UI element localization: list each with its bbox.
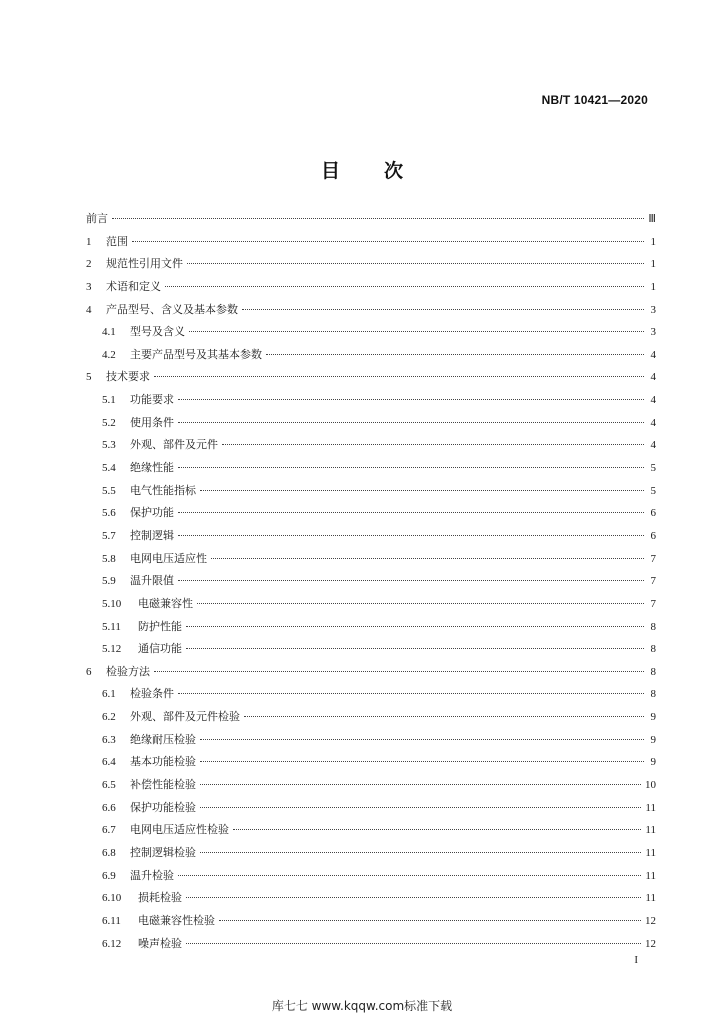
toc-entry-title: 使用条件 (130, 415, 174, 429)
toc-leader-dots (154, 376, 644, 377)
toc-entry-page: 4 (650, 371, 656, 384)
toc-leader-dots (178, 693, 644, 694)
standard-code: NB/T 10421—2020 (541, 93, 648, 107)
toc-entry-page: 5 (650, 462, 656, 475)
toc-entry-page: 7 (650, 552, 656, 565)
toc-entry-page: 9 (650, 756, 656, 769)
toc-entry-title: 绝缘性能 (130, 461, 174, 475)
toc-entry[interactable] (86, 529, 656, 552)
toc-entry-number: 5.9 (102, 575, 116, 588)
toc-entry-title: 绝缘耐压检验 (130, 732, 196, 746)
toc-entry-number: 2 (86, 258, 92, 271)
toc-leader-dots (178, 512, 644, 513)
toc-entry-page: 3 (650, 326, 656, 339)
toc-entry[interactable] (86, 937, 656, 960)
toc-entry[interactable] (86, 348, 656, 371)
toc-entry-title: 电气性能指标 (130, 483, 196, 497)
toc-entry[interactable] (86, 869, 656, 892)
toc-entry-number: 6.8 (102, 846, 116, 859)
toc-entry[interactable] (86, 393, 656, 416)
toc-leader-dots (186, 648, 644, 649)
toc-entry-page: 11 (645, 824, 656, 837)
toc-entry[interactable] (86, 484, 656, 507)
toc-entry-page: 11 (645, 892, 656, 905)
toc-entry-number: 6.11 (102, 914, 121, 927)
toc-entry[interactable] (86, 303, 656, 326)
toc-entry[interactable] (86, 416, 656, 439)
toc-entry-title: 温升检验 (130, 868, 174, 882)
toc-entry-page: 3 (650, 303, 656, 316)
toc-entry-title: 噪声检验 (138, 936, 182, 950)
toc-entry-number: 5.12 (102, 643, 122, 656)
toc-entry-number: 1 (86, 235, 92, 248)
toc-leader-dots (211, 558, 644, 559)
toc-entry-title: 术语和定义 (106, 279, 161, 293)
toc-leader-dots (266, 354, 644, 355)
toc-leader-dots (178, 399, 644, 400)
toc-entry-title: 电磁兼容性 (138, 596, 193, 610)
toc-leader-dots (178, 580, 644, 581)
toc-entry-page: 1 (650, 280, 656, 293)
toc-entry-title: 检验方法 (106, 664, 150, 678)
toc-entry-page: 11 (645, 869, 656, 882)
toc-entry[interactable] (86, 574, 656, 597)
toc-entry-page: 8 (650, 643, 656, 656)
toc-entry[interactable] (86, 370, 656, 393)
toc-entry-page: 7 (650, 597, 656, 610)
toc-leader-dots (200, 490, 644, 491)
toc-entry-page: 11 (645, 801, 656, 814)
toc-entry-number: 6.12 (102, 937, 122, 950)
toc-entry[interactable] (86, 642, 656, 665)
toc-entry-title: 通信功能 (138, 642, 182, 656)
toc-entry-number: 5.8 (102, 552, 116, 565)
toc-leader-dots (200, 807, 641, 808)
toc-entry-number: 6.10 (102, 892, 122, 905)
toc-entry-page: 9 (650, 711, 656, 724)
toc-entry-page: 11 (645, 846, 656, 859)
toc-entry-page: 5 (650, 484, 656, 497)
toc-entry[interactable] (86, 620, 656, 643)
toc-entry[interactable] (86, 665, 656, 688)
toc-entry-title: 基本功能检验 (130, 755, 196, 769)
toc-entry-title: 防护性能 (138, 619, 182, 633)
toc-leader-dots (178, 422, 644, 423)
title-char-1: 目 (320, 160, 340, 182)
toc-entry-title: 外观、部件及元件检验 (130, 710, 240, 724)
toc-leader-dots (219, 920, 641, 921)
toc-leader-dots (200, 761, 644, 762)
toc-leader-dots (154, 671, 644, 672)
toc-entry-page: 12 (645, 937, 656, 950)
toc-leader-dots (200, 852, 641, 853)
toc-entry-page: 4 (650, 416, 656, 429)
watermark-text: 库七七 www.kqqw.com标准下载 (271, 999, 453, 1013)
toc-entry-title: 产品型号、含义及基本参数 (106, 302, 238, 316)
toc-entry-title: 外观、部件及元件 (130, 438, 218, 452)
toc-entry-title: 电网电压适应性 (130, 551, 207, 565)
toc-entry[interactable] (86, 778, 656, 801)
toc-entry-number: 6.6 (102, 801, 116, 814)
toc-leader-dots (200, 739, 644, 740)
toc-entry-number: 6.7 (102, 824, 116, 837)
toc-entry-number: 5.1 (102, 394, 116, 407)
toc-entry-title: 保护功能检验 (130, 800, 196, 814)
toc-entry-title: 温升限值 (130, 574, 174, 588)
toc-entry-page: 9 (650, 733, 656, 746)
toc-entry-title: 保护功能 (130, 506, 174, 520)
toc-entry[interactable] (86, 846, 656, 869)
toc-entry[interactable] (86, 461, 656, 484)
toc-entry-page: 8 (650, 620, 656, 633)
toc-entry-title: 前言 (86, 212, 108, 225)
toc-entry[interactable] (86, 212, 656, 235)
toc-entry-page: 8 (650, 665, 656, 678)
toc-entry[interactable] (86, 597, 656, 620)
toc-entry-title: 检验条件 (130, 687, 174, 701)
toc-entry-page: 4 (650, 394, 656, 407)
toc-entry-number: 5 (86, 371, 92, 384)
toc-entry-title: 控制逻辑检验 (130, 845, 196, 859)
toc-leader-dots (197, 603, 644, 604)
toc-leader-dots (244, 716, 644, 717)
toc-leader-dots (178, 467, 644, 468)
table-of-contents (86, 212, 656, 959)
toc-entry-number: 3 (86, 280, 92, 293)
toc-entry-title: 电网电压适应性检验 (130, 823, 229, 837)
toc-leader-dots (187, 263, 644, 264)
toc-leader-dots (200, 784, 641, 785)
toc-leader-dots (189, 331, 644, 332)
toc-entry-number: 6.3 (102, 733, 116, 746)
toc-entry[interactable] (86, 280, 656, 303)
toc-leader-dots (242, 309, 644, 310)
page-number: I (634, 954, 638, 966)
toc-entry-number: 5.5 (102, 484, 116, 497)
toc-entry-number: 4.1 (102, 326, 116, 339)
toc-entry-page: 1 (650, 235, 656, 248)
toc-entry[interactable] (86, 891, 656, 914)
toc-entry[interactable] (86, 733, 656, 756)
toc-leader-dots (186, 943, 641, 944)
toc-entry[interactable] (86, 687, 656, 710)
toc-entry-number: 5.2 (102, 416, 116, 429)
toc-entry[interactable] (86, 438, 656, 461)
toc-entry[interactable] (86, 235, 656, 258)
toc-entry-title: 控制逻辑 (130, 528, 174, 542)
toc-entry[interactable] (86, 257, 656, 280)
toc-entry[interactable] (86, 325, 656, 348)
toc-entry-number: 4 (86, 303, 92, 316)
toc-entry-title: 电磁兼容性检验 (138, 913, 215, 927)
toc-entry-number: 5.3 (102, 439, 116, 452)
toc-leader-dots (178, 535, 644, 536)
toc-entry-title: 功能要求 (130, 393, 174, 407)
toc-leader-dots (178, 875, 641, 876)
toc-leader-dots (186, 897, 641, 898)
toc-entry-title: 型号及含义 (130, 325, 185, 339)
toc-entry-title: 损耗检验 (138, 891, 182, 905)
toc-entry[interactable] (86, 552, 656, 575)
toc-entry-number: 6.1 (102, 688, 116, 701)
toc-entry-number: 6.5 (102, 779, 116, 792)
toc-entry-number: 5.7 (102, 529, 116, 542)
toc-leader-dots (165, 286, 644, 287)
toc-entry[interactable] (86, 506, 656, 529)
toc-entry[interactable] (86, 823, 656, 846)
toc-entry[interactable] (86, 755, 656, 778)
toc-leader-dots (233, 829, 641, 830)
toc-entry-page: 6 (650, 507, 656, 520)
toc-entry-page: 4 (650, 439, 656, 452)
toc-entry[interactable] (86, 710, 656, 733)
toc-entry-title: 补偿性能检验 (130, 778, 196, 792)
toc-entry[interactable] (86, 914, 656, 937)
toc-entry-page: 4 (650, 348, 656, 361)
page-title (0, 156, 724, 183)
toc-leader-dots (186, 626, 644, 627)
toc-entry-number: 6.4 (102, 756, 116, 769)
toc-leader-dots (222, 444, 644, 445)
toc-entry-number: 4.2 (102, 348, 116, 361)
toc-leader-dots (132, 241, 644, 242)
toc-entry-page: 7 (650, 575, 656, 588)
toc-entry-title: 主要产品型号及其基本参数 (130, 347, 262, 361)
toc-entry-page: 10 (645, 779, 656, 792)
toc-entry-page: 8 (650, 688, 656, 701)
toc-entry[interactable] (86, 801, 656, 824)
toc-entry-number: 5.11 (102, 620, 121, 633)
toc-entry-number: 5.10 (102, 597, 122, 610)
toc-entry-page: 12 (645, 914, 656, 927)
toc-entry-number: 6.2 (102, 711, 116, 724)
toc-entry-title: 技术要求 (106, 370, 150, 384)
toc-entry-number: 6 (86, 665, 92, 678)
toc-entry-number: 5.4 (102, 462, 116, 475)
toc-entry-number: 5.6 (102, 507, 116, 520)
toc-leader-dots (112, 218, 644, 219)
toc-entry-title: 范围 (106, 234, 128, 248)
toc-entry-page: 1 (650, 258, 656, 271)
toc-entry-page: 6 (650, 529, 656, 542)
toc-entry-title: 规范性引用文件 (106, 257, 183, 271)
toc-entry-number: 6.9 (102, 869, 116, 882)
toc-entry-page: Ⅲ (648, 213, 656, 225)
title-char-2: 次 (384, 160, 404, 182)
